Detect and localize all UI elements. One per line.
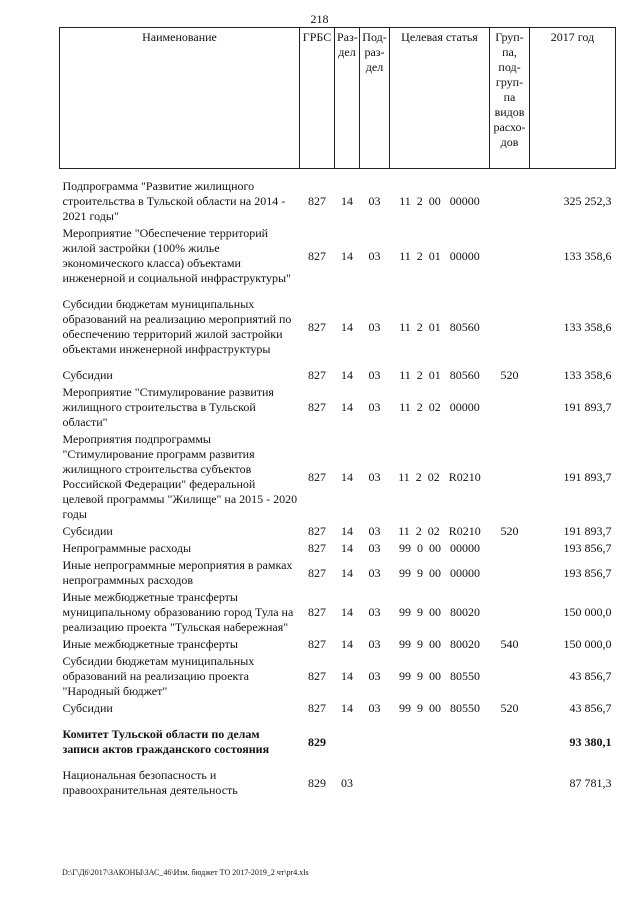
- cell-podrazdel: 03: [368, 565, 381, 580]
- cell-podrazdel: 03: [368, 400, 381, 414]
- table-row: [60, 431, 616, 523]
- cell-podrazdel: 03: [368, 669, 381, 683]
- cell-cel: [390, 717, 490, 758]
- cell-podrazdel: 03: [368, 469, 381, 484]
- cell-grp: [490, 758, 530, 799]
- cell-name: Мероприятие "Обеспечение территорий жилой застройки (100% жилье экономического класса) объектами инженерной и социальной инфраструктуры": [62, 226, 291, 285]
- table-header: [60, 28, 616, 169]
- cell-razdel: [335, 717, 360, 758]
- cell-grp: [490, 384, 530, 431]
- cell-sum: 193 856,7: [563, 541, 612, 555]
- cell-grp: [490, 169, 530, 226]
- cell-grbs: 829: [308, 734, 326, 749]
- table-row: [60, 169, 616, 226]
- table-row: [60, 636, 616, 653]
- cell-name: Подпрограмма "Развитие жилищного строительства в Тульской области на 2014 - 2021 годы": [62, 179, 286, 223]
- cell-grp: [490, 540, 530, 557]
- page-number: 218: [310, 12, 329, 26]
- cell-sum: 133 358,6: [563, 368, 612, 382]
- cell-podrazdel: 03: [368, 541, 381, 555]
- cell-grp: [490, 557, 530, 589]
- cell-podrazdel: 03: [368, 248, 381, 263]
- cell-grbs: 827: [308, 400, 326, 414]
- footer-file-path: D:\Г\Д6\2017\ЗАКОНЫ\ЗАС_46\Изм. бюджет ТО 2017-2019_2 чт\pr4.xls: [62, 868, 309, 877]
- header-podrazdel: Под- раз- дел: [360, 28, 390, 169]
- cell-razdel: 14: [341, 400, 353, 414]
- cell-name: Комитет Тульской области по делам записи актов гражданского состояния: [62, 727, 270, 756]
- table-row: [60, 653, 616, 700]
- cell-cel: 99 9 00 00000: [399, 565, 480, 580]
- cell-sum: 133 358,6: [563, 319, 612, 334]
- cell-cel: 11 2 02 R0210: [398, 469, 481, 484]
- cell-cel: 99 0 00 00000: [399, 541, 480, 555]
- cell-razdel: 14: [341, 541, 353, 555]
- table-row: [60, 700, 616, 717]
- cell-grp: [490, 287, 530, 358]
- table-row: [60, 358, 616, 384]
- table-row: [60, 557, 616, 589]
- cell-cel: 99 9 00 80550: [399, 701, 480, 715]
- cell-name: Национальная безопасность и правоохранительная деятельность: [62, 768, 238, 797]
- cell-grbs: 827: [308, 368, 326, 382]
- cell-razdel: 14: [341, 368, 353, 382]
- cell-sum: 325 252,3: [563, 194, 612, 208]
- cell-grbs: 827: [308, 701, 326, 715]
- cell-podrazdel: [360, 717, 390, 758]
- cell-grp: 540: [500, 637, 519, 651]
- table-row: [60, 384, 616, 431]
- cell-grp: 520: [500, 524, 519, 538]
- cell-cel: 99 9 00 80020: [399, 605, 480, 619]
- cell-name: Субсидии: [62, 701, 113, 715]
- cell-cel: 11 2 00 00000: [399, 194, 480, 208]
- cell-sum: 133 358,6: [563, 248, 612, 263]
- cell-grbs: 827: [308, 605, 326, 619]
- cell-razdel: 03: [341, 775, 353, 790]
- header-razdel: Раз- дел: [335, 28, 360, 169]
- cell-grbs: 827: [308, 469, 326, 484]
- cell-cel: 99 9 00 80020: [399, 637, 480, 651]
- table-row: [60, 540, 616, 557]
- cell-sum: 191 893,7: [563, 524, 612, 538]
- cell-name: Иные межбюджетные трансферты: [62, 637, 238, 651]
- cell-cel: [390, 758, 490, 799]
- table-row: [60, 287, 616, 358]
- cell-grp: [490, 431, 530, 523]
- cell-sum: 43 856,7: [569, 669, 612, 683]
- header-name: Наименование: [60, 28, 300, 169]
- cell-grp: [490, 589, 530, 636]
- budget-table: [59, 27, 616, 799]
- table-row: [60, 717, 616, 758]
- cell-podrazdel: 03: [368, 637, 381, 651]
- header-year: 2017 год: [530, 28, 616, 169]
- cell-grbs: 827: [308, 524, 326, 538]
- cell-name: Субсидии: [62, 368, 113, 382]
- header-celevaya: Целевая статья: [390, 28, 490, 169]
- cell-sum: 93 380,1: [569, 734, 612, 749]
- cell-razdel: 14: [341, 194, 353, 208]
- cell-razdel: 14: [341, 319, 353, 334]
- cell-razdel: 14: [341, 701, 353, 715]
- cell-grp: [490, 717, 530, 758]
- cell-cel: 99 9 00 80550: [399, 669, 480, 683]
- cell-name: Мероприятие "Стимулирование развития жилищного строительства в Тульской области": [62, 385, 274, 429]
- cell-grbs: 827: [308, 541, 326, 555]
- cell-grp: [490, 653, 530, 700]
- cell-sum: 191 893,7: [563, 400, 612, 414]
- cell-razdel: 14: [341, 637, 353, 651]
- cell-sum: 193 856,7: [563, 565, 612, 580]
- cell-razdel: 14: [341, 605, 353, 619]
- cell-sum: 191 893,7: [563, 469, 612, 484]
- cell-razdel: 14: [341, 469, 353, 484]
- cell-sum: 150 000,0: [563, 605, 612, 619]
- cell-name: Субсидии: [62, 524, 113, 538]
- cell-cel: 11 2 01 80560: [399, 319, 480, 334]
- cell-grbs: 827: [308, 669, 326, 683]
- table-row: [60, 225, 616, 287]
- header-grbs: ГРБС: [300, 28, 335, 169]
- cell-cel: 11 2 01 00000: [399, 248, 480, 263]
- table-row: [60, 589, 616, 636]
- cell-name: Непрограммные расходы: [62, 541, 192, 555]
- cell-razdel: 14: [341, 248, 353, 263]
- table-row: [60, 758, 616, 799]
- cell-podrazdel: 03: [368, 319, 381, 334]
- cell-sum: 87 781,3: [569, 775, 612, 790]
- header-gruppa: Груп- па, под- груп- па видов расхо- дов: [490, 28, 530, 169]
- cell-grbs: 827: [308, 565, 326, 580]
- table-row: [60, 523, 616, 540]
- cell-sum: 43 856,7: [569, 701, 612, 715]
- cell-grbs: 827: [308, 194, 326, 208]
- cell-podrazdel: 03: [368, 194, 381, 208]
- table-body: [60, 169, 616, 800]
- cell-podrazdel: 03: [368, 524, 381, 538]
- cell-grp: 520: [500, 701, 519, 715]
- cell-razdel: 14: [341, 669, 353, 683]
- cell-grp: 520: [500, 368, 519, 382]
- cell-name: Субсидии бюджетам муниципальных образований на реализацию мероприятий по обеспечению территорий жилой застройки объектами инженерной инфраструктуры: [62, 297, 292, 356]
- cell-razdel: 14: [341, 524, 353, 538]
- cell-name: Мероприятия подпрограммы "Стимулирование программ развития жилищного строительства субъектов Российской Федерации" федеральной целевой программы "Жилище" на 2015 - 2020 годы: [62, 432, 298, 521]
- cell-name: Иные межбюджетные трансферты муниципальному образованию город Тула на реализацию проекта "Тульская набережная": [62, 590, 294, 634]
- cell-cel: 11 2 02 00000: [399, 400, 480, 414]
- cell-cel: 11 2 01 80560: [399, 368, 480, 382]
- cell-grbs: 827: [308, 637, 326, 651]
- cell-name: Субсидии бюджетам муниципальных образований на реализацию проекта "Народный бюджет": [62, 654, 255, 698]
- cell-grbs: 827: [308, 248, 326, 263]
- cell-sum: 150 000,0: [563, 637, 612, 651]
- cell-podrazdel: 03: [368, 605, 381, 619]
- cell-podrazdel: [360, 758, 390, 799]
- cell-razdel: 14: [341, 565, 353, 580]
- cell-cel: 11 2 02 R0210: [398, 524, 481, 538]
- cell-grbs: 827: [308, 319, 326, 334]
- cell-grp: [490, 225, 530, 287]
- cell-name: Иные непрограммные мероприятия в рамках непрограммных расходов: [62, 558, 293, 587]
- cell-podrazdel: 03: [368, 368, 381, 382]
- cell-grbs: 829: [308, 775, 326, 790]
- cell-podrazdel: 03: [368, 701, 381, 715]
